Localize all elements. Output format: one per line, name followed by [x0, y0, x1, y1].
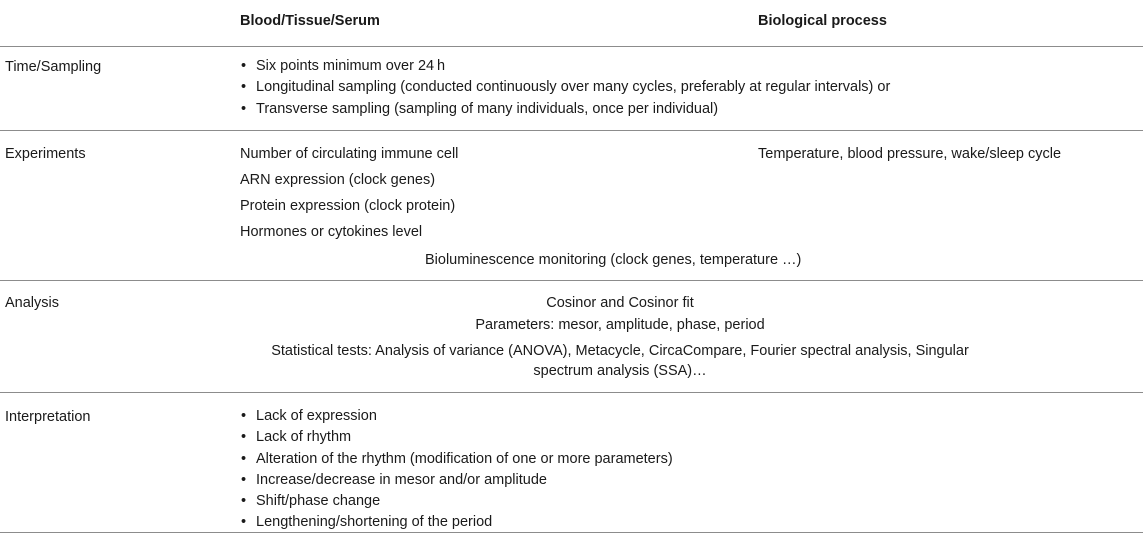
- table-bottom-divider: [0, 532, 1143, 533]
- experiment-shared-item: Bioluminescence monitoring (clock genes, temperature …): [425, 252, 802, 268]
- experiment-item: Hormones or cytokines level: [240, 224, 423, 240]
- list-item: • Shift/phase change: [240, 491, 673, 512]
- row-divider: [0, 130, 1143, 131]
- row-label-experiments: Experiments: [5, 146, 86, 162]
- header-divider: [0, 46, 1143, 47]
- row-label-interpretation: Interpretation: [5, 409, 91, 425]
- analysis-line: Statistical tests: Analysis of variance (ANOVA), Metacycle, CircaCompare, Fourier spectral analysis, Singular: [271, 343, 969, 359]
- row-label-time-sampling: Time/Sampling: [5, 59, 102, 75]
- column-header-biological-process: Biological process: [758, 13, 887, 29]
- list-item: • Lack of expression: [240, 406, 673, 427]
- row-divider: [0, 280, 1143, 281]
- interpretation-list: [240, 406, 673, 534]
- analysis-line: Cosinor and Cosinor fit: [546, 295, 694, 311]
- analysis-line: Parameters: mesor, amplitude, phase, period: [475, 317, 765, 333]
- row-divider: [0, 392, 1143, 393]
- time-sampling-list: [240, 56, 890, 120]
- list-item: • Lengthening/shortening of the period: [240, 512, 673, 533]
- list-item: • Six points minimum over 24 h: [240, 56, 890, 77]
- list-item: • Transverse sampling (sampling of many individuals, once per individual): [240, 99, 890, 120]
- experiment-bio-item: Temperature, blood pressure, wake/sleep cycle: [758, 146, 1062, 162]
- list-item: • Increase/decrease in mesor and/or amplitude: [240, 470, 673, 491]
- experiment-item: ARN expression (clock genes): [240, 172, 436, 188]
- list-item: • Longitudinal sampling (conducted continuously over many cycles, preferably at regular intervals) or: [240, 77, 890, 98]
- experiment-item: Protein expression (clock protein): [240, 198, 456, 214]
- row-label-analysis: Analysis: [5, 295, 59, 311]
- analysis-line: spectrum analysis (SSA)…: [533, 363, 707, 379]
- list-item: • Lack of rhythm: [240, 427, 673, 448]
- list-item: • Alteration of the rhythm (modification of one or more parameters): [240, 449, 673, 470]
- experiment-item: Number of circulating immune cell: [240, 146, 459, 162]
- column-header-blood: Blood/Tissue/Serum: [240, 13, 380, 29]
